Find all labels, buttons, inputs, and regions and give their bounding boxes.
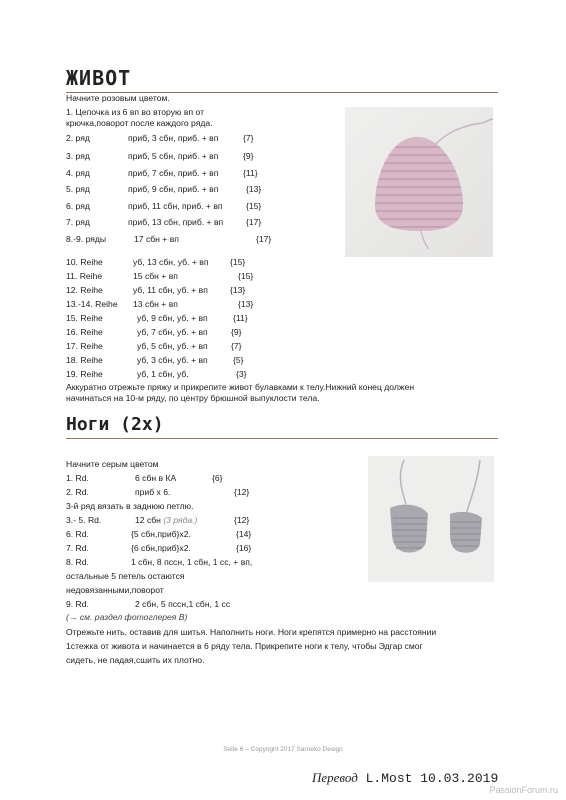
translator-name-date: L.Most 10.03.2019 bbox=[365, 771, 499, 786]
section-title-legs: Ноги (2x) bbox=[66, 414, 164, 435]
row-count: {3} bbox=[236, 369, 247, 379]
belly-intro: Начните розовым цветом. bbox=[66, 93, 170, 103]
row-instruction: приб, 13 сбн, приб. + вп bbox=[128, 217, 224, 227]
row-instruction: приб, 11 сбн, приб. + вп bbox=[128, 201, 223, 211]
row-instruction: приб, 7 сбн, приб. + вп bbox=[128, 168, 219, 178]
row-hint: (3 ряда.) bbox=[163, 515, 198, 525]
crochet-legs-image bbox=[368, 456, 494, 582]
row-continuation: остальные 5 петель остаются bbox=[66, 571, 185, 581]
row-label: 13.-14. Reihe bbox=[66, 299, 118, 309]
row-instruction: приб, 9 сбн, приб. + вп bbox=[128, 184, 219, 194]
row-count: {16} bbox=[236, 543, 252, 553]
photo-gallery-reference: (→ см. раздел фотоглерея В) bbox=[66, 612, 188, 622]
row-count: {7} bbox=[243, 133, 254, 143]
belly-note: Аккуратно отрежьте пряжу и прикрепите живот булавками к телу.Нижний конец должен bbox=[66, 382, 415, 392]
back-loop-note: 3-й ряд вязать в заднюю петлю. bbox=[66, 501, 194, 511]
translator-signature bbox=[312, 770, 498, 786]
row-label: 2. ряд bbox=[66, 133, 90, 143]
row-label: 16. Reihe bbox=[66, 327, 103, 337]
row-label: 17. Reihe bbox=[66, 341, 103, 351]
row-instruction: {5 сбн,приб}x2. bbox=[131, 529, 191, 539]
belly-note-cont: начинаться на 10-м ряду, по центру брюшной выпуклости тела. bbox=[66, 393, 320, 403]
row-count: {12} bbox=[234, 515, 250, 525]
row-instruction: приб, 3 сбн, приб. + вп bbox=[128, 133, 219, 143]
row-count: {15} bbox=[230, 257, 246, 267]
row-instruction: {6 сбн,приб}x2. bbox=[131, 543, 191, 553]
legs-intro: Начните серым цветом bbox=[66, 459, 159, 469]
row-label: 1. Rd. bbox=[66, 473, 89, 483]
row-count: {17} bbox=[256, 234, 272, 244]
row-instruction: приб, 5 сбн, приб. + вп bbox=[128, 151, 219, 161]
legs-photo bbox=[368, 456, 494, 582]
row-instruction bbox=[135, 515, 197, 526]
row-label: 12. Reihe bbox=[66, 285, 103, 295]
belly-photo bbox=[345, 107, 493, 257]
row-continuation: недовязанными,поворот bbox=[66, 585, 164, 595]
row-label: 4. ряд bbox=[66, 168, 90, 178]
row-label: 19. Reihe bbox=[66, 369, 103, 379]
row-count: {12} bbox=[234, 487, 250, 497]
row-count: {13} bbox=[246, 184, 262, 194]
row-instruction: 1 сбн, 8 пссн, 1 сбн, 1 сс, + вп, bbox=[131, 557, 253, 567]
row-instruction: уб, 7 сбн, уб. + вп bbox=[137, 327, 208, 337]
belly-step1: 1. Цепочка из 6 вп во вторую вп от bbox=[66, 107, 205, 117]
row-instruction: 13 сбн + вп bbox=[133, 299, 178, 309]
legs-finish-note: Отрежьте нить, оставив для шитья. Наполнить ноги. Ноги крепятся примерно на расстоянии bbox=[66, 627, 437, 637]
row-label: 10. Reihe bbox=[66, 257, 103, 267]
row-instruction: уб, 5 сбн, уб. + вп bbox=[137, 341, 208, 351]
row-label: 3.- 5. Rd. bbox=[66, 515, 102, 525]
row-label: 3. ряд bbox=[66, 151, 90, 161]
row-label: 2. Rd. bbox=[66, 487, 89, 497]
row-label: 7. ряд bbox=[66, 217, 90, 227]
row-instruction: уб, 1 сбн, уб. bbox=[137, 369, 189, 379]
row-label: 18. Reihe bbox=[66, 355, 103, 365]
row-label: 11. Reihe bbox=[66, 271, 103, 281]
row-label: 6. Rd. bbox=[66, 529, 89, 539]
row-count: {5} bbox=[233, 355, 244, 365]
row-count: {14} bbox=[236, 529, 252, 539]
row-text: 12 сбн bbox=[135, 515, 161, 525]
row-count: {9} bbox=[231, 327, 242, 337]
row-label: 15. Reihe bbox=[66, 313, 103, 323]
watermark: PassionForum.ru bbox=[489, 785, 558, 795]
row-count: {13} bbox=[238, 299, 254, 309]
row-instruction: 15 сбн + вп bbox=[133, 271, 178, 281]
row-count: {11} bbox=[243, 168, 258, 178]
row-label: 8. Rd. bbox=[66, 557, 89, 567]
row-count: {13} bbox=[230, 285, 246, 295]
belly-step1-cont: крючка,поворот после каждого ряда. bbox=[66, 118, 213, 128]
row-instruction: приб x 6. bbox=[135, 487, 171, 497]
row-label: 6. ряд bbox=[66, 201, 90, 211]
row-count: {6} bbox=[212, 473, 223, 483]
row-count: {9} bbox=[243, 151, 254, 161]
divider bbox=[66, 438, 498, 439]
legs-finish-note-cont: сидеть, не падая,сшить их плотно. bbox=[66, 655, 205, 665]
row-instruction: 6 сбн в КА bbox=[135, 473, 177, 483]
row-instruction: уб, 13 сбн, уб. + вп bbox=[133, 257, 209, 267]
section-title-belly: ЖИВОТ bbox=[66, 66, 132, 90]
row-label: 7. Rd. bbox=[66, 543, 89, 553]
row-instruction: уб, 9 сбн, уб. + вп bbox=[137, 313, 208, 323]
row-count: {15} bbox=[238, 271, 254, 281]
row-count: {7} bbox=[231, 341, 242, 351]
row-label: 8.-9. ряды bbox=[66, 234, 107, 244]
page-footer: Seite 6 – Copyright 2017 Sarneko Design bbox=[223, 746, 343, 753]
crochet-belly-image bbox=[345, 107, 493, 257]
legs-finish-note-cont: 1стежка от живота и начинается в 6 ряду тела. Прикрепите ноги к телу, чтобы Эдгар смог bbox=[66, 641, 423, 651]
row-count: {17} bbox=[246, 217, 262, 227]
translation-word: Перевод bbox=[312, 770, 358, 785]
row-instruction: 17 сбн + вп bbox=[134, 234, 179, 244]
row-label: 5. ряд bbox=[66, 184, 90, 194]
row-instruction: уб, 11 сбн, уб. + вп bbox=[133, 285, 208, 295]
row-instruction: уб, 3 сбн, уб. + вп bbox=[137, 355, 208, 365]
row-count: {11} bbox=[233, 313, 248, 323]
row-label: 9. Rd. bbox=[66, 599, 89, 609]
row-instruction: 2 сбн, 5 пссн,1 сбн, 1 сс bbox=[135, 599, 231, 609]
row-count: {15} bbox=[246, 201, 262, 211]
